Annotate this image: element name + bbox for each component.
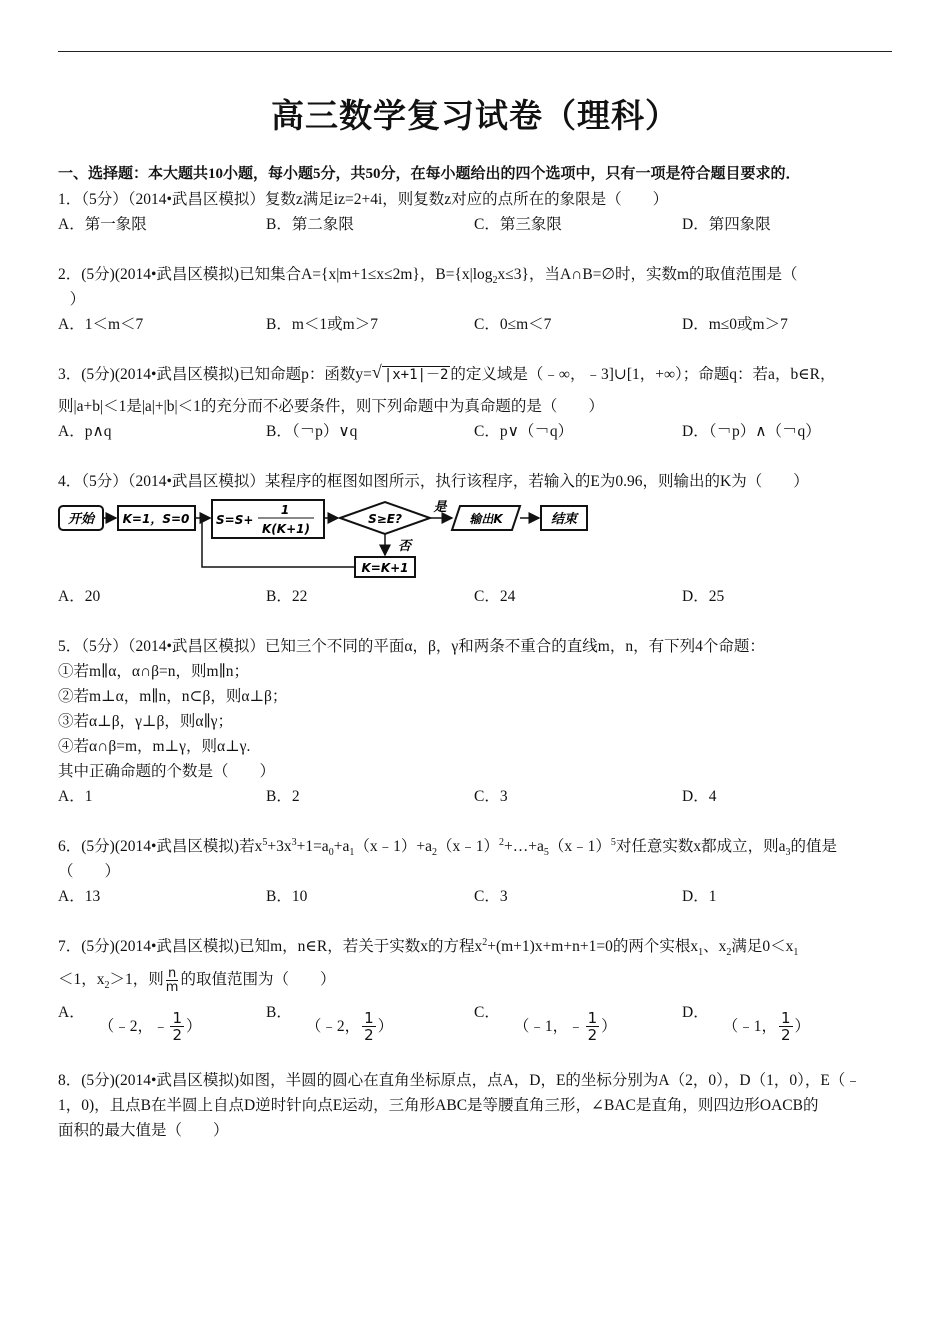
question-6 <box>58 834 894 909</box>
option-d[interactable]: D．1 <box>682 888 717 905</box>
question-2 <box>58 262 894 337</box>
option-c[interactable]: C． （﹣1，﹣ $\frac{1}{2}$ ） <box>474 1004 617 1044</box>
question-6-stem-end: （ ） <box>58 863 121 880</box>
n-over-m-fraction: $\frac{n}{m}$ <box>165 966 179 995</box>
option-d[interactable]: D．4 <box>682 788 717 805</box>
flowchart <box>58 498 598 580</box>
question-6-stem: 6．(5分)(2014•武昌区模拟)若$x^5+3x^3+1=a_0+a_1(x﹣1)+a_2(x﹣1)^2+\dots+a_5(x﹣1)^5$对任意实数x都成立，则$a_3$的值是 <box>58 836 838 859</box>
flow-assign-num: 1 <box>280 503 290 517</box>
question-6-options <box>58 884 894 909</box>
option-d[interactable]: D．25 <box>682 588 725 605</box>
question-7-stem: 7．(5分)(2014•武昌区模拟)已知m，n∈R，若关于实数x的方程$x^2+(m+1)x+m+n+1=0$的两个实根$x_1$、$x_2$满足$0<x_1$ <box>58 936 799 959</box>
question-7-stem-line2: ＜1，$x_2>1$，则 $\frac{n}{m}$ 的取值范围为（ ） <box>58 966 336 995</box>
option-b[interactable]: B． （﹣2， $\frac{1}{2}$ ） <box>266 1004 394 1044</box>
sqrt-expression: √ |x+1|－2 <box>371 362 449 383</box>
flow-increment-label: K=K+1 <box>361 561 409 575</box>
question-8-line1: 8．(5分)(2014•武昌区模拟)如图，半圆的圆心在直角坐标原点，点A，D，E的坐标分别为A（2，0），D（1，0），E（﹣ <box>58 1072 861 1089</box>
proposition-2: ②若m⊥α，m∥n，n⊂β，则α⊥β； <box>58 688 288 705</box>
option-b[interactable]: B．2 <box>266 788 300 805</box>
question-8 <box>58 1068 894 1143</box>
proposition-3: ③若α⊥β，γ⊥β，则α∥γ； <box>58 713 234 730</box>
question-2-stem: 2．(5分)(2014•武昌区模拟)已知集合A={x|m+1≤x≤2m}，$B=\{x|\log_2x\le 3\}$，当A∩B=∅时，实数m的取值范围是（ ） <box>58 266 798 308</box>
flow-output-label: 输出K <box>469 512 503 526</box>
top-rule <box>58 51 892 52</box>
question-5-options <box>58 784 894 809</box>
flow-assign-left: S=S+ <box>216 513 254 527</box>
question-3 <box>58 362 894 444</box>
option-c[interactable]: C．p∨（￢q） <box>474 423 574 440</box>
option-b[interactable]: B．（￢p）∨q <box>266 423 358 440</box>
flow-decision-label: S≥E? <box>368 512 402 526</box>
proposition-1: ①若m∥α，α∩β=n，则m∥n； <box>58 663 249 680</box>
question-8-line3: 面积的最大值是（ ） <box>58 1122 229 1139</box>
question-2-options <box>58 312 894 337</box>
option-a[interactable]: A．20 <box>58 588 101 605</box>
option-b[interactable]: B．10 <box>266 888 308 905</box>
option-c[interactable]: C．24 <box>474 588 516 605</box>
option-d[interactable]: D．m≤0或m＞7 <box>682 316 788 333</box>
option-a[interactable]: A． （﹣2，﹣ $\frac{1}{2}$ ） <box>58 1004 202 1044</box>
question-5-stem: 5．（5分）（2014•武昌区模拟）已知三个不同的平面α，β，γ和两条不重合的直线m，n，有下列4个命题： <box>58 638 765 655</box>
flow-no-label: 否 <box>398 539 412 554</box>
flow-yes-label: 是 <box>433 500 447 515</box>
question-5 <box>58 634 894 809</box>
option-b[interactable]: B．22 <box>266 588 308 605</box>
question-3-stem: 3．(5分)(2014•武昌区模拟)已知命题p：函数y= √ |x+1|－2 的定义域是（﹣∞，﹣3]∪[1，+∞）；命题q：若a，b∈R， <box>58 362 894 388</box>
question-1 <box>58 187 894 237</box>
page-title: 高三数学复习试卷（理科） <box>271 99 679 135</box>
section-heading: 一、选择题：本大题共10小题，每小题5分，共50分，在每小题给出的四个选项中，只有一项是符合题目要求的． <box>58 166 801 182</box>
option-b[interactable]: B．第二象限 <box>266 216 354 233</box>
option-b[interactable]: B．m＜1或m＞7 <box>266 316 378 333</box>
option-a[interactable]: A．第一象限 <box>58 216 147 233</box>
option-d[interactable]: D． （﹣1， $\frac{1}{2}$ ） <box>682 1004 811 1044</box>
question-4 <box>58 469 894 609</box>
question-7-options <box>58 1000 894 1043</box>
option-c[interactable]: C．3 <box>474 888 508 905</box>
question-3-options <box>58 419 894 444</box>
question-1-stem: 1．（5分）（2014•武昌区模拟）复数z满足iz=2+4i，则复数z对应的点所在的象限是（ ） <box>58 191 669 208</box>
flow-init-label: K=1，S=0 <box>122 512 190 526</box>
question-7 <box>58 934 894 1043</box>
option-a[interactable]: A．p∧q <box>58 423 112 440</box>
exam-content <box>58 162 894 1143</box>
option-d[interactable]: D．（￢p）∧（￢q） <box>682 423 821 440</box>
option-a[interactable]: A．1＜m＜7 <box>58 316 144 333</box>
question-4-stem: 4．（5分）（2014•武昌区模拟）某程序的框图如图所示，执行该程序，若输入的E为0.96，则输出的K为（ ） <box>58 473 809 490</box>
option-a[interactable]: A．13 <box>58 888 101 905</box>
option-d[interactable]: D．第四象限 <box>682 216 771 233</box>
flow-end-label: 结束 <box>550 512 578 527</box>
option-c[interactable]: C．第三象限 <box>474 216 562 233</box>
option-c[interactable]: C．3 <box>474 788 508 805</box>
proposition-4: ④若α∩β=m，m⊥γ，则α⊥γ. <box>58 738 251 755</box>
flow-assign-den: K(K+1) <box>262 522 310 536</box>
question-3-stem-line2: 则|a+b|＜1是|a|+|b|＜1的充分而不必要条件，则下列命题中为真命题的是（ ） <box>58 398 604 415</box>
question-8-line2: 1，0)，且点B在半圆上自点D逆时针向点E运动，三角形ABC是等腰直角三形，∠BAC是直角，则四边形OACB的 <box>58 1097 819 1114</box>
option-c[interactable]: C．0≤m＜7 <box>474 316 552 333</box>
option-a[interactable]: A．1 <box>58 788 93 805</box>
question-4-options <box>58 584 894 609</box>
question-5-question: 其中正确命题的个数是（ ） <box>58 763 276 780</box>
question-1-options <box>58 212 894 237</box>
flow-start-label: 开始 <box>67 512 95 527</box>
